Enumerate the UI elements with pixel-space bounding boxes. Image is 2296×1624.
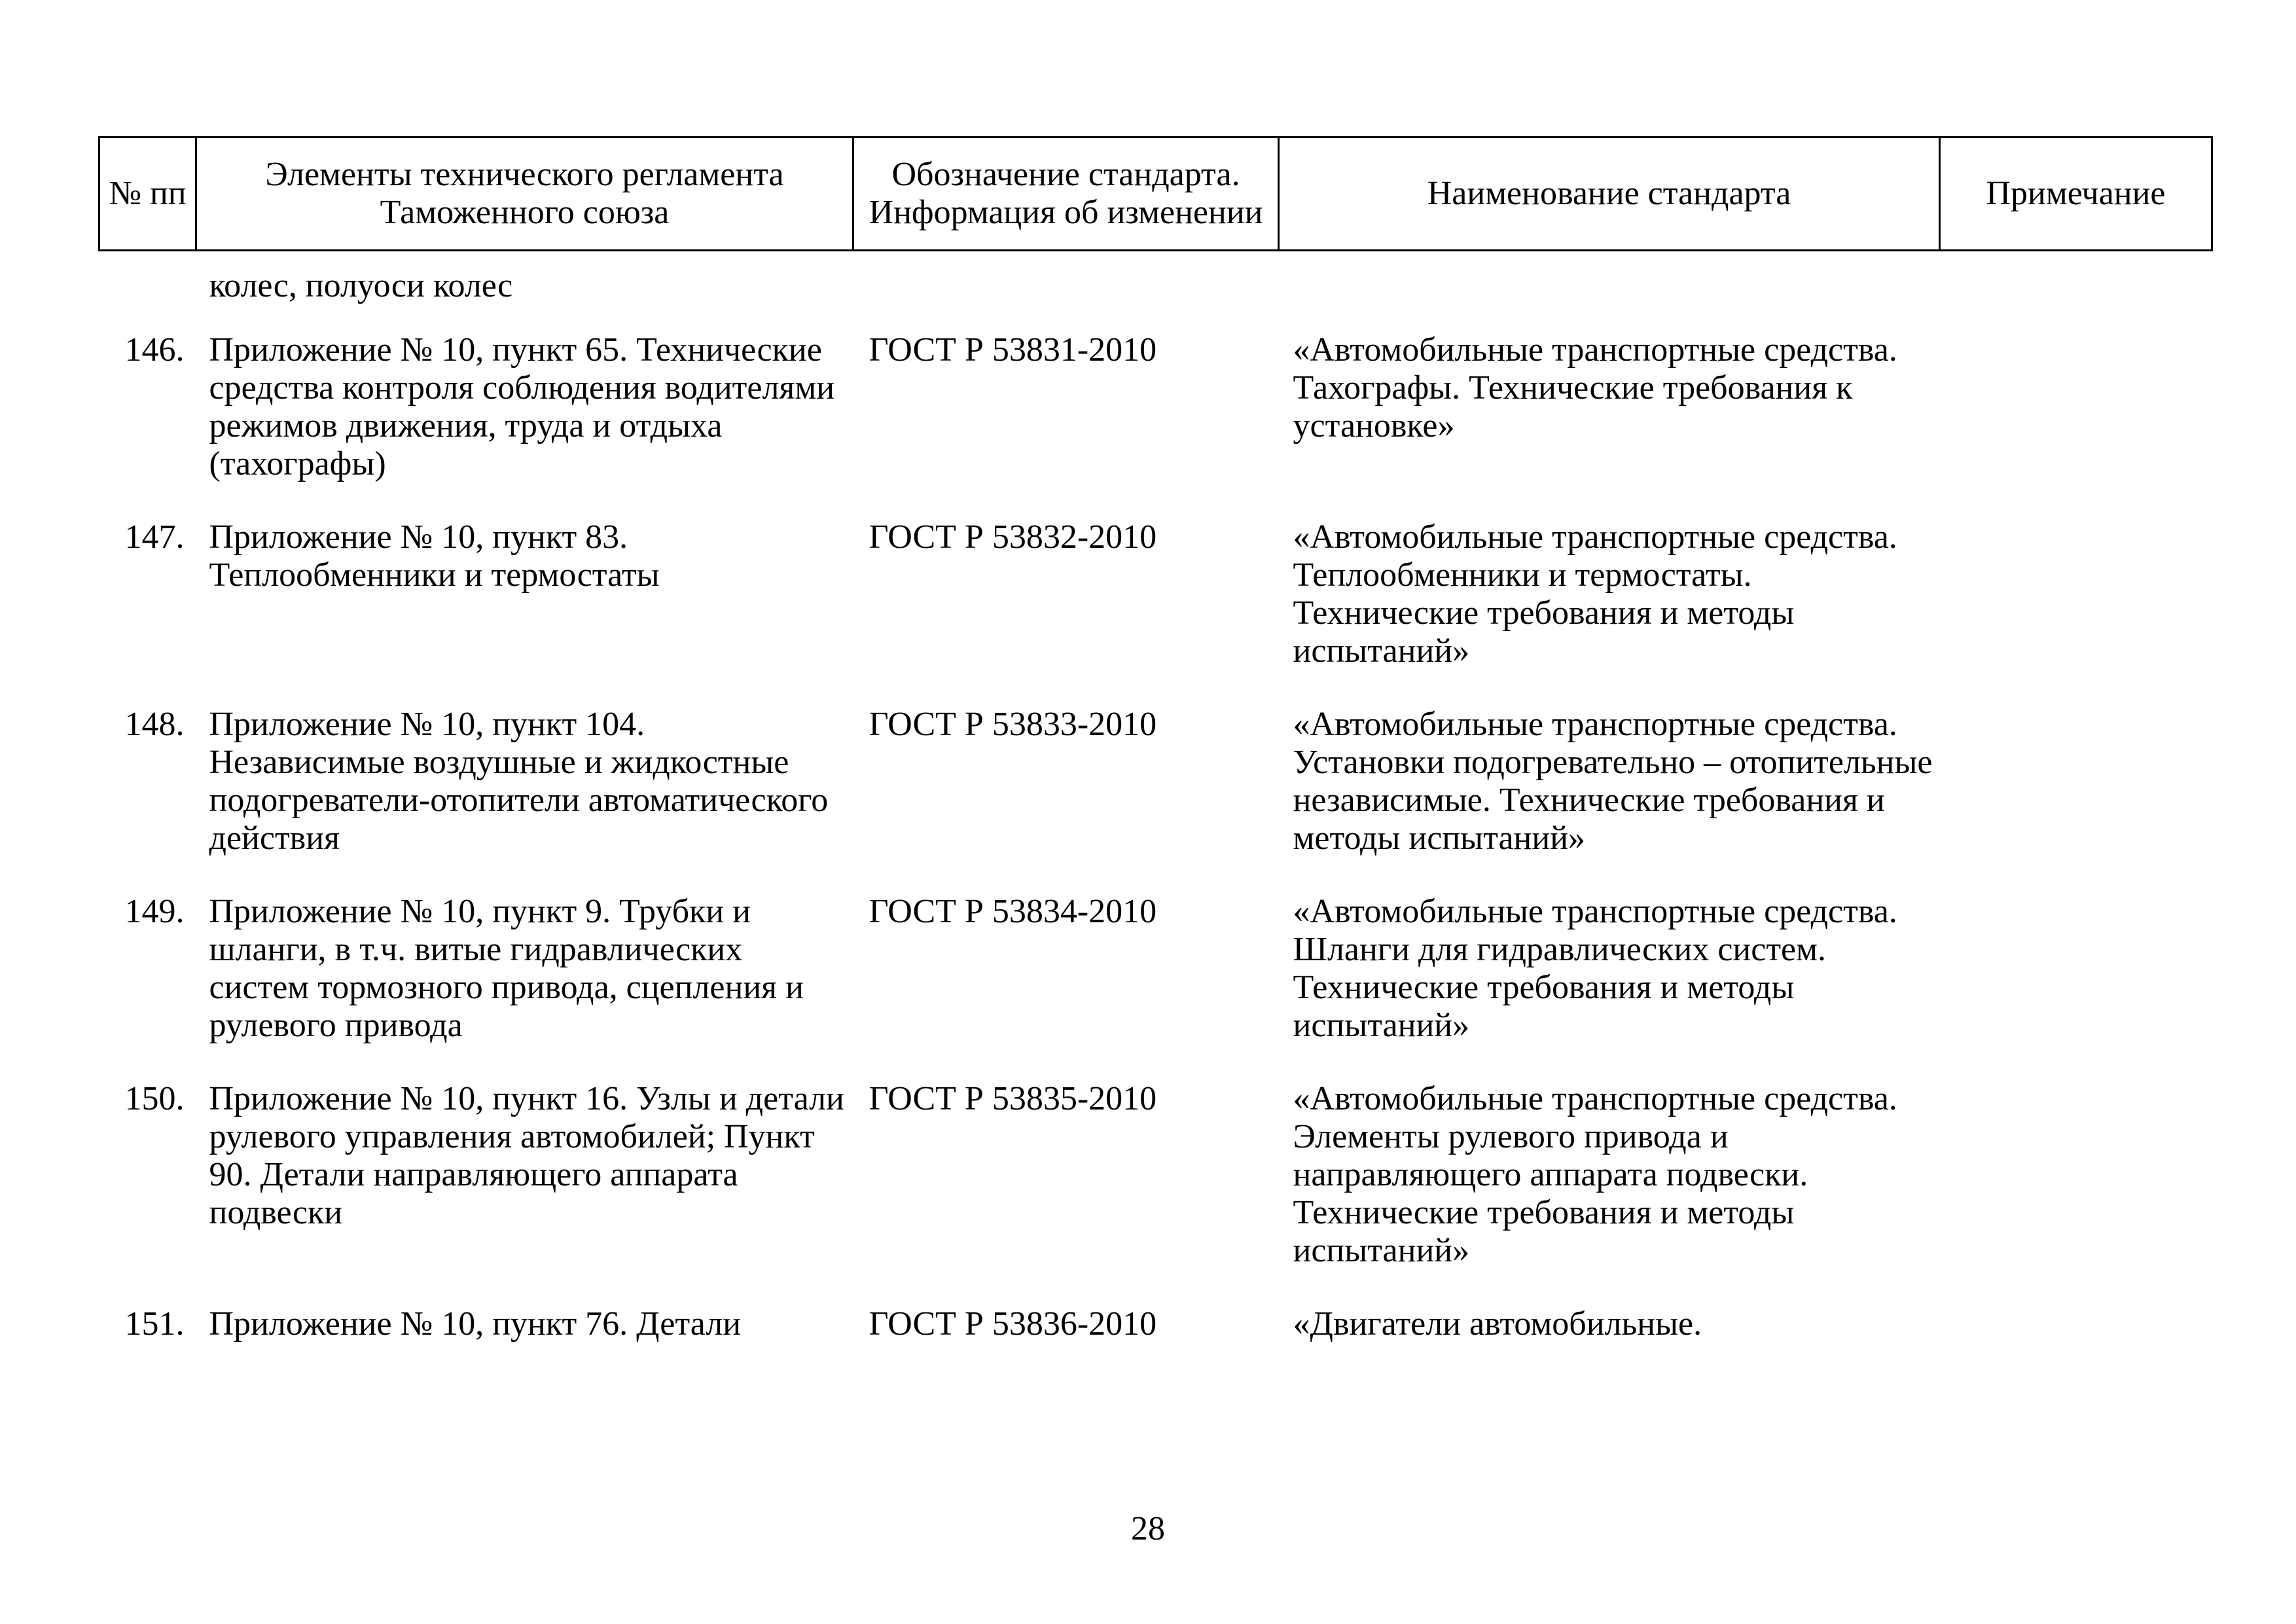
- cell-element: Приложение № 10, пункт 65. Технические средства контроля соблюдения водителями режимов движения, труда и отдыха (тахографы): [209, 331, 835, 482]
- cell-element: Приложение № 10, пункт 9. Трубки и шланги, в т.ч. витые гидравлических систем тормозного привода, сцепления и рулевого привода: [209, 893, 804, 1044]
- cell-note: [1940, 1080, 2212, 1305]
- cell-element: колес, полуоси колес: [209, 267, 513, 304]
- table-header: [99, 137, 2212, 251]
- cell-designation: ГОСТ Р 53835-2010: [869, 1080, 1157, 1117]
- cell-designation: ГОСТ Р 53833-2010: [869, 706, 1157, 743]
- table-row: [99, 1305, 2212, 1379]
- cell-element: Приложение № 10, пункт 104. Независимые воздушные и жидкостные подогреватели-отопители автоматического действия: [209, 706, 829, 857]
- cell-element: Приложение № 10, пункт 76. Детали: [209, 1305, 742, 1343]
- cell-designation: ГОСТ Р 53836-2010: [869, 1305, 1157, 1343]
- cell-note: [1940, 518, 2212, 706]
- table-row: [99, 331, 2212, 518]
- cell-num: 149.: [124, 893, 185, 930]
- cell-num: 148.: [124, 706, 185, 743]
- header-num: № пп: [99, 137, 196, 251]
- cell-num: 151.: [124, 1305, 185, 1343]
- cell-designation: ГОСТ Р 53832-2010: [869, 518, 1157, 556]
- cell-element: Приложение № 10, пункт 83. Теплообменники и термостаты: [209, 518, 660, 594]
- cell-note: [1940, 1305, 2212, 1379]
- cell-designation: ГОСТ Р 53834-2010: [869, 893, 1157, 930]
- header-note: Примечание: [1940, 137, 2212, 251]
- cell-name: «Автомобильные транспортные средства. Элементы рулевого привода и направляющего аппарата подвески. Технические требования и методы испытаний»: [1293, 1080, 1897, 1269]
- cell-designation: ГОСТ Р 53831-2010: [869, 331, 1157, 369]
- cell-num: [99, 251, 196, 332]
- cell-element: Приложение № 10, пункт 16. Узлы и детали рулевого управления автомобилей; Пункт 90. Детали направляющего аппарата подвески: [209, 1080, 844, 1231]
- header-elements: Элементы технического регламента Таможенного союза: [196, 137, 853, 251]
- table-row: [99, 893, 2212, 1080]
- cell-note: [1940, 331, 2212, 518]
- cell-name: «Автомобильные транспортные средства. Тахографы. Технические требования к установке»: [1293, 331, 1897, 444]
- cell-name: «Автомобильные транспортные средства. Теплообменники и термостаты. Технические требования и методы испытаний»: [1293, 518, 1897, 670]
- cell-note: [1940, 893, 2212, 1080]
- header-name: Наименование стандарта: [1279, 137, 1940, 251]
- table-row-continued: [99, 251, 2212, 332]
- cell-name: «Двигатели автомобильные.: [1293, 1305, 1702, 1343]
- cell-name: [1279, 251, 1940, 332]
- table-body: [99, 251, 2212, 1379]
- cell-num: 146.: [124, 331, 185, 369]
- table-row: [99, 706, 2212, 893]
- cell-num: 150.: [124, 1080, 185, 1117]
- table-row: [99, 518, 2212, 706]
- cell-note: [1940, 706, 2212, 893]
- table-row: [99, 1080, 2212, 1305]
- cell-designation: [853, 251, 1279, 332]
- standards-table: [98, 136, 2213, 1379]
- page-number: 28: [1131, 1510, 1165, 1547]
- cell-name: «Автомобильные транспортные средства. Шланги для гидравлических систем. Технические требования и методы испытаний»: [1293, 893, 1897, 1044]
- cell-name: «Автомобильные транспортные средства. Установки подогревательно – отопительные независимые. Технические требования и методы испытаний»: [1293, 706, 1933, 857]
- cell-num: 147.: [124, 518, 185, 556]
- header-row: [99, 137, 2212, 251]
- header-designation: Обозначение стандарта. Информация об изменении: [853, 137, 1279, 251]
- cell-note: [1940, 251, 2212, 332]
